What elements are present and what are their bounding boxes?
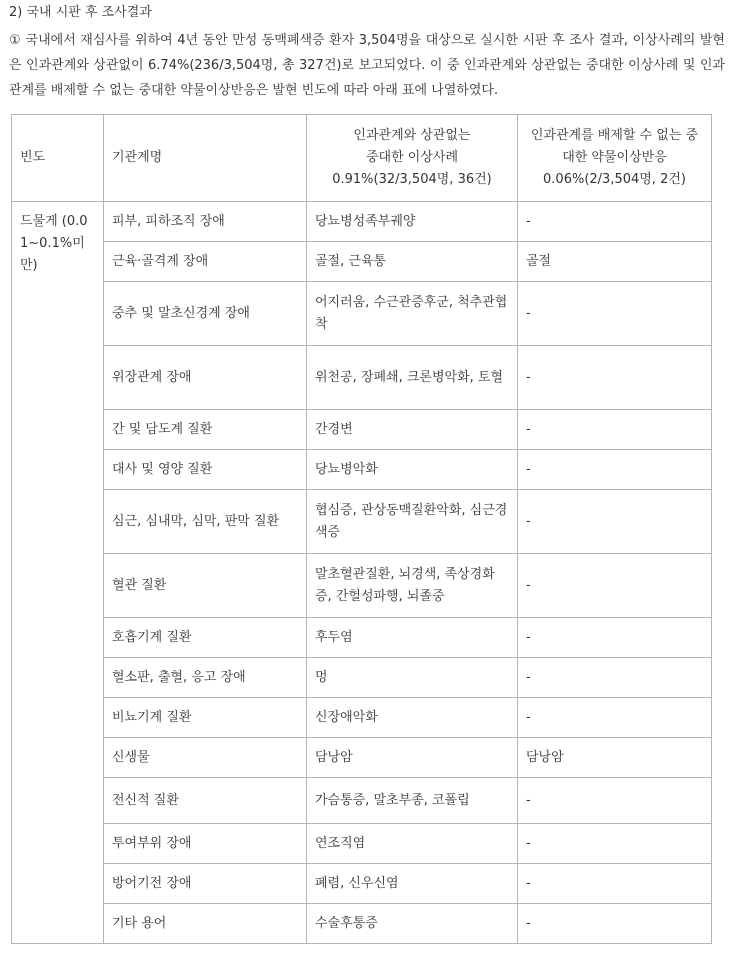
- adverse-drug-reaction-cell: -: [518, 824, 712, 864]
- adverse-drug-reaction-cell: 담낭암: [518, 738, 712, 778]
- table-row: [12, 490, 712, 554]
- table-row: [12, 738, 712, 778]
- serious-adverse-event-cell: 말초혈관질환, 뇌경색, 족상경화증, 간헐성파행, 뇌졸중: [307, 554, 518, 618]
- serious-adverse-event-cell: 당뇨병성족부궤양: [307, 202, 518, 242]
- intro-paragraph: ① 국내에서 재심사를 위하여 4년 동안 만성 동맥폐색증 환자 3,504명을 대상으로 실시한 시판 후 조사 결과, 이상사례의 발현은 인과관계와 상관없이 6.74%(236/3,504명, 총 327건)로 보고되었다. 이 중 인과관계와 상관없는 중대한 이상사례 및 인과관계를 배제할 수 없는 중대한 약물이상반응은 발현 빈도에 따라 아래 표에 나열하였다.: [9, 33, 725, 98]
- adverse-events-table: [11, 114, 712, 944]
- organ-class-cell: 중추 및 말초신경계 장애: [104, 282, 307, 346]
- table-row: [12, 242, 712, 282]
- serious-adverse-event-cell: 가슴통증, 말초부종, 코폴립: [307, 778, 518, 824]
- serious-adverse-event-cell: 후두염: [307, 618, 518, 658]
- organ-class-cell: 투여부위 장애: [104, 824, 307, 864]
- serious-adverse-event-cell: 담낭암: [307, 738, 518, 778]
- header-adr-line2: 대한 약물이상반응: [562, 150, 667, 165]
- adverse-drug-reaction-cell: -: [518, 202, 712, 242]
- table-row: [12, 904, 712, 944]
- adverse-drug-reaction-cell: -: [518, 658, 712, 698]
- table-row: [12, 824, 712, 864]
- table-row: [12, 554, 712, 618]
- section-heading: 2) 국내 시판 후 조사결과: [9, 5, 152, 20]
- table-row: [12, 282, 712, 346]
- header-serious-adverse-events: [307, 115, 518, 202]
- organ-class-cell: 심근, 심내막, 심막, 판막 질환: [104, 490, 307, 554]
- table-row: [12, 658, 712, 698]
- organ-class-cell: 피부, 피하조직 장애: [104, 202, 307, 242]
- adverse-drug-reaction-cell: -: [518, 618, 712, 658]
- adverse-drug-reaction-cell: -: [518, 904, 712, 944]
- table-row: [12, 410, 712, 450]
- serious-adverse-event-cell: 신장애악화: [307, 698, 518, 738]
- serious-adverse-event-cell: 당뇨병악화: [307, 450, 518, 490]
- adverse-drug-reaction-cell: -: [518, 864, 712, 904]
- organ-class-cell: 근육·골격계 장애: [104, 242, 307, 282]
- adverse-drug-reaction-cell: -: [518, 698, 712, 738]
- header-sae-line3: 0.91%(32/3,504명, 36건): [332, 172, 492, 187]
- organ-class-cell: 신생물: [104, 738, 307, 778]
- table-row: [12, 450, 712, 490]
- serious-adverse-event-cell: 연조직염: [307, 824, 518, 864]
- adverse-drug-reaction-cell: -: [518, 554, 712, 618]
- organ-class-cell: 기타 용어: [104, 904, 307, 944]
- adverse-drug-reaction-cell: -: [518, 346, 712, 410]
- table-row: [12, 778, 712, 824]
- table-header-row: [12, 115, 712, 202]
- organ-class-cell: 전신적 질환: [104, 778, 307, 824]
- organ-class-cell: 호흡기계 질환: [104, 618, 307, 658]
- adverse-drug-reaction-cell: -: [518, 282, 712, 346]
- adverse-drug-reaction-cell: -: [518, 450, 712, 490]
- organ-class-cell: 혈소판, 출혈, 응고 장애: [104, 658, 307, 698]
- adverse-drug-reaction-cell: -: [518, 410, 712, 450]
- header-adr-line1: 인과관계를 배제할 수 없는 중: [530, 128, 699, 143]
- serious-adverse-event-cell: 골절, 근육통: [307, 242, 518, 282]
- table-row: [12, 346, 712, 410]
- adverse-drug-reaction-cell: 골절: [518, 242, 712, 282]
- serious-adverse-event-cell: 어지러움, 수근관증후군, 척추관협착: [307, 282, 518, 346]
- table-row: [12, 698, 712, 738]
- table-row: [12, 864, 712, 904]
- organ-class-cell: 간 및 담도계 질환: [104, 410, 307, 450]
- organ-class-cell: 비뇨기계 질환: [104, 698, 307, 738]
- header-organ-class: 기관계명: [104, 115, 307, 202]
- serious-adverse-event-cell: 수술후통증: [307, 904, 518, 944]
- organ-class-cell: 방어기전 장애: [104, 864, 307, 904]
- organ-class-cell: 대사 및 영양 질환: [104, 450, 307, 490]
- serious-adverse-event-cell: 폐렴, 신우신염: [307, 864, 518, 904]
- serious-adverse-event-cell: 간경변: [307, 410, 518, 450]
- serious-adverse-event-cell: 위천공, 장폐쇄, 크론병악화, 토혈: [307, 346, 518, 410]
- header-adr-line3: 0.06%(2/3,504명, 2건): [543, 172, 686, 187]
- table-body: [12, 202, 712, 944]
- frequency-cell: 드물게 (0.01~0.1%미만): [12, 202, 104, 944]
- header-sae-line2: 중대한 이상사례: [365, 150, 459, 165]
- header-sae-line1: 인과관계와 상관없는: [353, 128, 471, 143]
- serious-adverse-event-cell: 협심증, 관상동맥질환악화, 심근경색증: [307, 490, 518, 554]
- adverse-drug-reaction-cell: -: [518, 490, 712, 554]
- header-frequency: 빈도: [12, 115, 104, 202]
- organ-class-cell: 혈관 질환: [104, 554, 307, 618]
- serious-adverse-event-cell: 멍: [307, 658, 518, 698]
- adverse-drug-reaction-cell: -: [518, 778, 712, 824]
- table-row: [12, 618, 712, 658]
- organ-class-cell: 위장관계 장애: [104, 346, 307, 410]
- table-row: [12, 202, 712, 242]
- header-adverse-drug-reactions: [518, 115, 712, 202]
